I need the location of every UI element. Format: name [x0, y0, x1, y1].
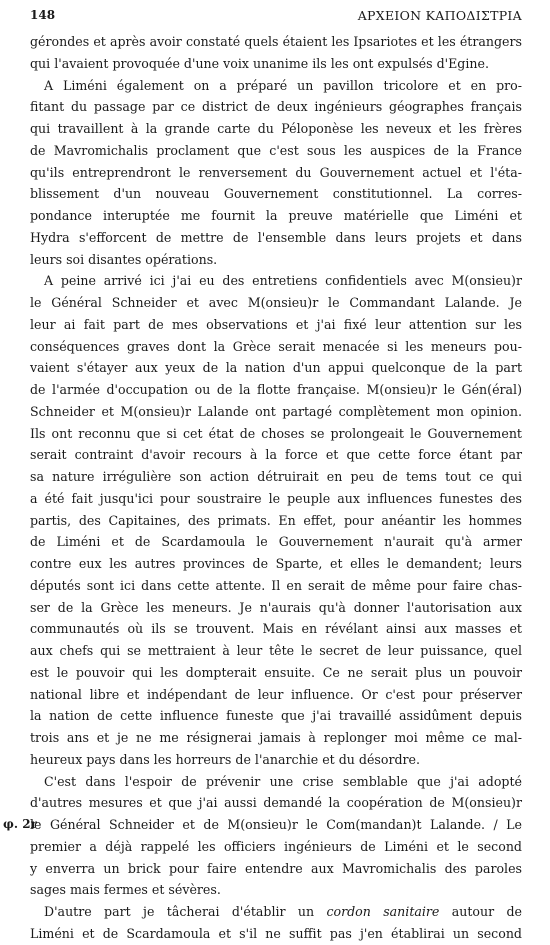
text-line: conséquences graves dont la Grèce serait menacée si les meneurs pou-	[30, 338, 522, 354]
text-line: de Mavromichalis proclament que c'est sous les auspices de la France	[30, 142, 522, 158]
text-line: A Liméni également on a préparé un pavillon tricolore et en pro-	[44, 77, 522, 93]
page-header	[30, 8, 522, 30]
text-line: gérondes et après avoir constaté quels étaient les Ipsariotes et les étrangers	[30, 34, 522, 49]
text-line: le Général Schneider et de M(onsieu)r le Com(mandan)t Lalande. / Le	[30, 817, 522, 832]
text-line: pondance interuptée me fournit la preuve matérielle que Liméni et	[30, 208, 522, 223]
text-line: ser de la Grèce les meneurs. Je n'aurais qu'à donner l'autorisation aux	[30, 599, 522, 615]
text-line: a été fait jusqu'ici pour soustraire le peuple aux influences funestes des	[30, 490, 522, 506]
text-line: Schneider et M(onsieu)r Lalande ont partagé complètement mon opinion.	[30, 403, 522, 419]
text-line: fitant du passage par ce district de deux ingénieurs géographes français	[30, 99, 522, 115]
page-number: 148	[30, 8, 56, 22]
text-line: est le pouvoir qui les dompterait ensuite. Ce ne serait plus un pouvoir	[30, 664, 522, 680]
text-line: y enverra un brick pour faire entendre aux Mavromichalis des paroles	[30, 860, 522, 876]
text-line: premier a déjà rappelé les officiers ingénieurs de Liméni et le second	[30, 838, 522, 854]
text-line: qu'ils entreprendront le renversement du Gouvernement actuel et l'éta-	[30, 164, 522, 180]
text-line: leurs soi disantes opérations.	[30, 251, 218, 267]
text-line: D'autre part je tâcherai d'établir un cordon sanitaire autour de	[44, 904, 522, 919]
text-line: heureux pays dans les horreurs de l'anarchie et du désordre.	[30, 751, 421, 767]
text-line: qui l'avaient provoquée d'une voix unanime ils les ont expulsés d'Egine.	[30, 55, 489, 71]
text-line: Ils ont reconnu que si cet état de choses se prolongeait le Gouvernement	[30, 425, 522, 441]
text-line: le Général Schneider et avec M(onsieu)r le Commandant Lalande. Je	[30, 295, 522, 310]
text-line: Liméni et de Scardamoula et s'il ne suffit pas j'en établirai un second	[30, 925, 522, 941]
text-line: serait contraint d'avoir recours à la force et que cette force étant par	[30, 447, 522, 463]
text-line: aux chefs qui se mettraient à leur tête le secret de leur puissance, quel	[30, 643, 522, 658]
text-line: vaient s'étayer aux yeux de la nation d'un appui quelconque de la part	[30, 360, 522, 376]
text-line: sa nature irrégulière son action détruirait en peu de tems tout ce qui	[30, 469, 522, 484]
folio-margin-note: φ. 2r	[3, 817, 37, 831]
text-line: sages mais fermes et sévères.	[30, 882, 221, 898]
text-line: d'autres mesures et que j'ai aussi demandé la coopération de M(onsieu)r	[30, 795, 522, 811]
text-line: partis, des Capitaines, des primats. En effet, pour anéantir les hommes	[30, 512, 522, 528]
text-line: contre eux les autres provinces de Sparte, et elles le demandent; leurs	[30, 556, 522, 571]
text-line: blissement d'un nouveau Gouvernement constitutionnel. La corres-	[30, 186, 522, 202]
running-title: ΑΡΧΕΙΟΝ ΚΑΠΟΔΙΣΤΡΙΑ	[357, 8, 522, 23]
text-line: la nation de cette influence funeste que j'ai travaillé assidûment depuis	[30, 708, 522, 724]
italic-phrase: cordon sanitaire	[326, 904, 440, 919]
text-line: communautés où ils se trouvent. Mais en révélant ainsi aux masses et	[30, 621, 522, 637]
text-line: C'est dans l'espoir de prévenir une crise semblable que j'ai adopté	[44, 773, 522, 789]
text-line: trois ans et je ne me résignerai jamais à replonger moi même ce mal-	[30, 730, 522, 745]
text-line: de Liméni et de Scardamoula le Gouvernement n'aurait qu'à armer	[30, 534, 522, 550]
text-line: députés sont ici dans cette attente. Il en serait de même pour faire chas-	[30, 577, 522, 593]
text-line: Hydra s'efforcent de mettre de l'ensemble dans leurs projets et dans	[30, 229, 522, 245]
document-body	[30, 31, 522, 945]
text-line: A peine arrivé ici j'ai eu des entretiens confidentiels avec M(onsieu)r	[44, 273, 522, 289]
text-line: national libre et indépendant de leur influence. Or c'est pour préserver	[30, 686, 522, 702]
text-line: de l'armée d'occupation ou de la flotte française. M(onsieu)r le Gén(éral)	[30, 382, 522, 397]
text-line: qui travaillent à la grande carte du Péloponèse les neveux et les frères	[30, 121, 522, 136]
text-line: leur ai fait part de mes observations et j'ai fixé leur attention sur les	[30, 316, 522, 332]
